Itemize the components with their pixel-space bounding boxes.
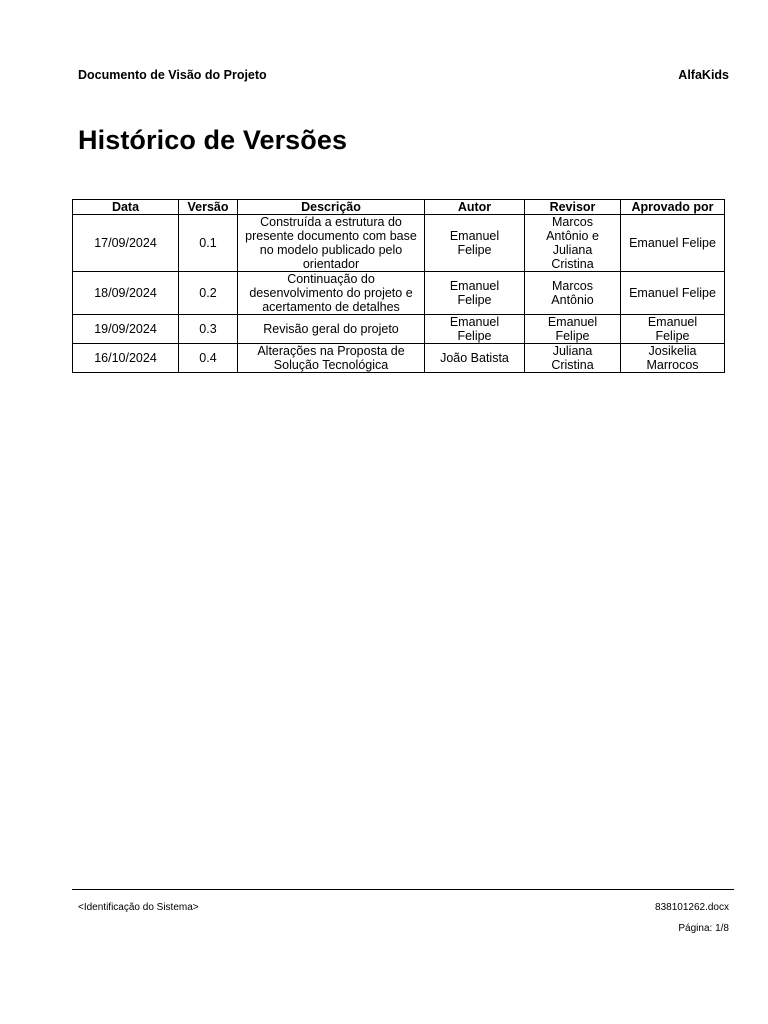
page-footer — [72, 889, 734, 934]
cell-versao: 0.4 — [179, 344, 238, 373]
cell-revisor: Marcos Antônio e Juliana Cristina — [525, 215, 621, 272]
cell-revisor: Juliana Cristina — [525, 344, 621, 373]
cell-autor: Emanuel Felipe — [425, 315, 525, 344]
column-header-aprovado-por: Aprovado por — [621, 200, 725, 215]
cell-data: 18/09/2024 — [73, 272, 179, 315]
column-header-data: Data — [73, 200, 179, 215]
system-identification: <Identificação do Sistema> — [78, 902, 199, 913]
column-header-autor: Autor — [425, 200, 525, 215]
cell-revisor: Emanuel Felipe — [525, 315, 621, 344]
cell-descricao: Revisão geral do projeto — [238, 315, 425, 344]
file-name: 838101262.docx — [655, 902, 729, 913]
cell-aprovado-por: Emanuel Felipe — [621, 272, 725, 315]
page-header — [78, 68, 729, 86]
cell-descricao: Alterações na Proposta de Solução Tecnológica — [238, 344, 425, 373]
document-title: Documento de Visão do Projeto — [78, 68, 267, 82]
cell-descricao: Continuação do desenvolvimento do projeto e acertamento de detalhes — [238, 272, 425, 315]
cell-autor: Emanuel Felipe — [425, 272, 525, 315]
column-header-revisor: Revisor — [525, 200, 621, 215]
cell-aprovado-por: Emanuel Felipe — [621, 215, 725, 272]
cell-descricao: Construída a estrutura do presente documento com base no modelo publicado pelo orientador — [238, 215, 425, 272]
project-name: AlfaKids — [678, 68, 729, 82]
cell-data: 19/09/2024 — [73, 315, 179, 344]
cell-versao: 0.2 — [179, 272, 238, 315]
cell-autor: João Batista — [425, 344, 525, 373]
column-header-descricao: Descrição — [238, 200, 425, 215]
table-row — [73, 315, 725, 344]
cell-aprovado-por: Emanuel Felipe — [621, 315, 725, 344]
cell-aprovado-por: Josikelia Marrocos — [621, 344, 725, 373]
table-row — [73, 272, 725, 315]
cell-data: 16/10/2024 — [73, 344, 179, 373]
column-header-versao: Versão — [179, 200, 238, 215]
table-header-row — [73, 200, 725, 215]
table-row — [73, 344, 725, 373]
table-row — [73, 215, 725, 272]
cell-data: 17/09/2024 — [73, 215, 179, 272]
cell-autor: Emanuel Felipe — [425, 215, 525, 272]
version-history-table — [72, 199, 725, 373]
cell-revisor: Marcos Antônio — [525, 272, 621, 315]
cell-versao: 0.1 — [179, 215, 238, 272]
cell-versao: 0.3 — [179, 315, 238, 344]
page-number: Página: 1/8 — [678, 923, 729, 934]
section-title: Histórico de Versões — [78, 125, 348, 155]
